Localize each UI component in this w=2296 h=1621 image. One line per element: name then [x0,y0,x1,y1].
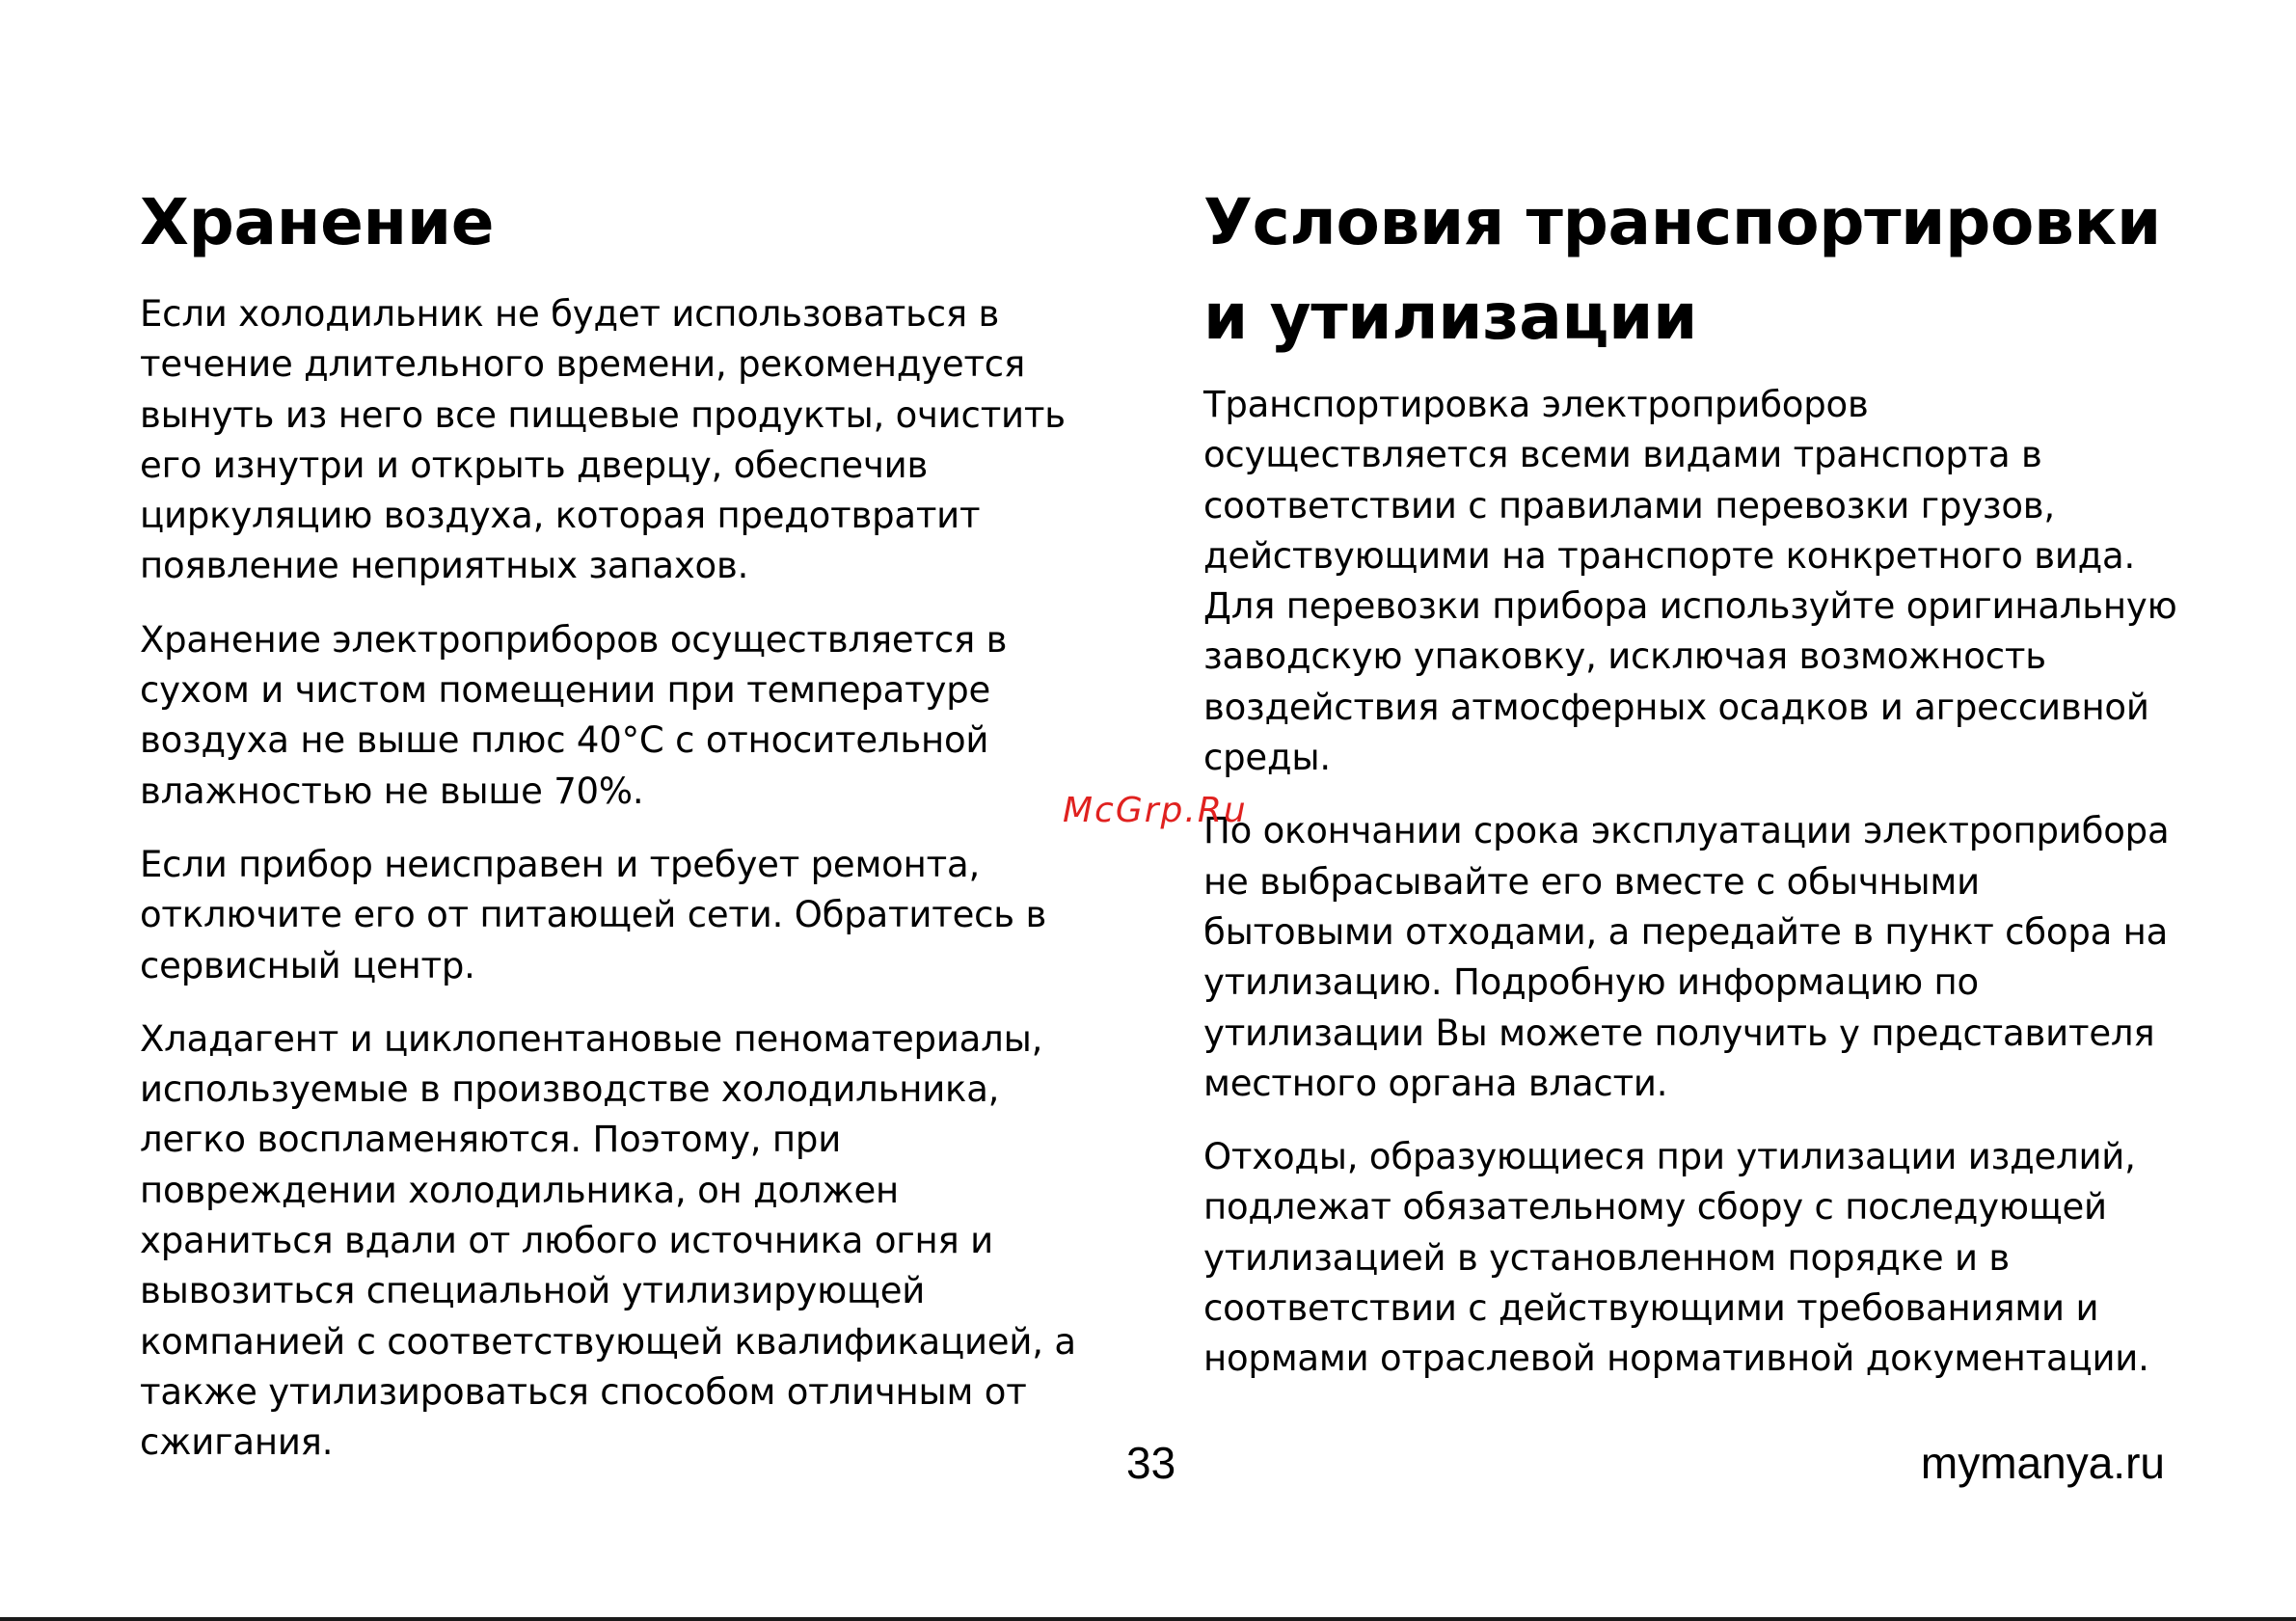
bottom-divider [0,1617,2296,1621]
storage-section [140,176,1094,1492]
transport-paragraph: По окончании срока эксплуатации электроприбора не выбрасывайте его вместе с обычными бытовыми отходами, а передайте в пункт сбора на утилизацию. Подробную информацию по утилизации Вы можете получить у представителя местного органа власти. [1203,810,2170,1104]
page-number: 33 [1126,1438,1176,1488]
storage-heading: Хранение [140,185,495,259]
storage-paragraph: Хладагент и циклопентановые пеноматериалы, используемые в производстве холодильника, легко воспламеняются. Поэтому, при повреждении холодильника, он должен храниться вдали от любого источника огня и вывозиться специальной утилизирующей компанией с соответствующей квалификацией, а также утилизироваться способом отличным от сжигания. [140,1017,1076,1464]
transport-section [1203,176,2177,1408]
transport-paragraph: Отходы, образующиеся при утилизации изделий, подлежат обязательному сбору с последующей утилизацией в установленном порядке и в соответствии с действующими требованиями и нормами отраслевой нормативной документации. [1203,1136,2149,1380]
watermark: McGrp.Ru [1063,791,1248,830]
transport-paragraph: Транспортировка электроприборов осуществляется всеми видами транспорта в соответствии с правилами перевозки грузов, действующими на транспорте конкретного вида. Для перевозки прибора используйте оригинальную заводскую упаковку, исключая возможность воздействия атмосферных осадков и агрессивной среды. [1203,384,2177,779]
storage-paragraph: Если прибор неисправен и требует ремонта, отключите его от питающей сети. Обратитесь в сервисный центр. [140,843,1047,986]
site-url: mymanya.ru [1920,1438,2165,1488]
storage-paragraph: Если холодильник не будет использоваться в течение длительного времени, рекомендуется вынуть из него все пищевые продукты, очистить его изнутри и открыть дверцу, обеспечив циркуляцию воздуха, которая предотвратит появление неприятных запахов. [140,293,1066,587]
storage-paragraph: Хранение электроприборов осуществляется в сухом и чистом помещении при температуре воздуха не выше плюс 40°С с относительной влажностью не выше 70%. [140,618,1008,812]
transport-heading: Условия транспортировки и утилизации [1203,185,2161,354]
